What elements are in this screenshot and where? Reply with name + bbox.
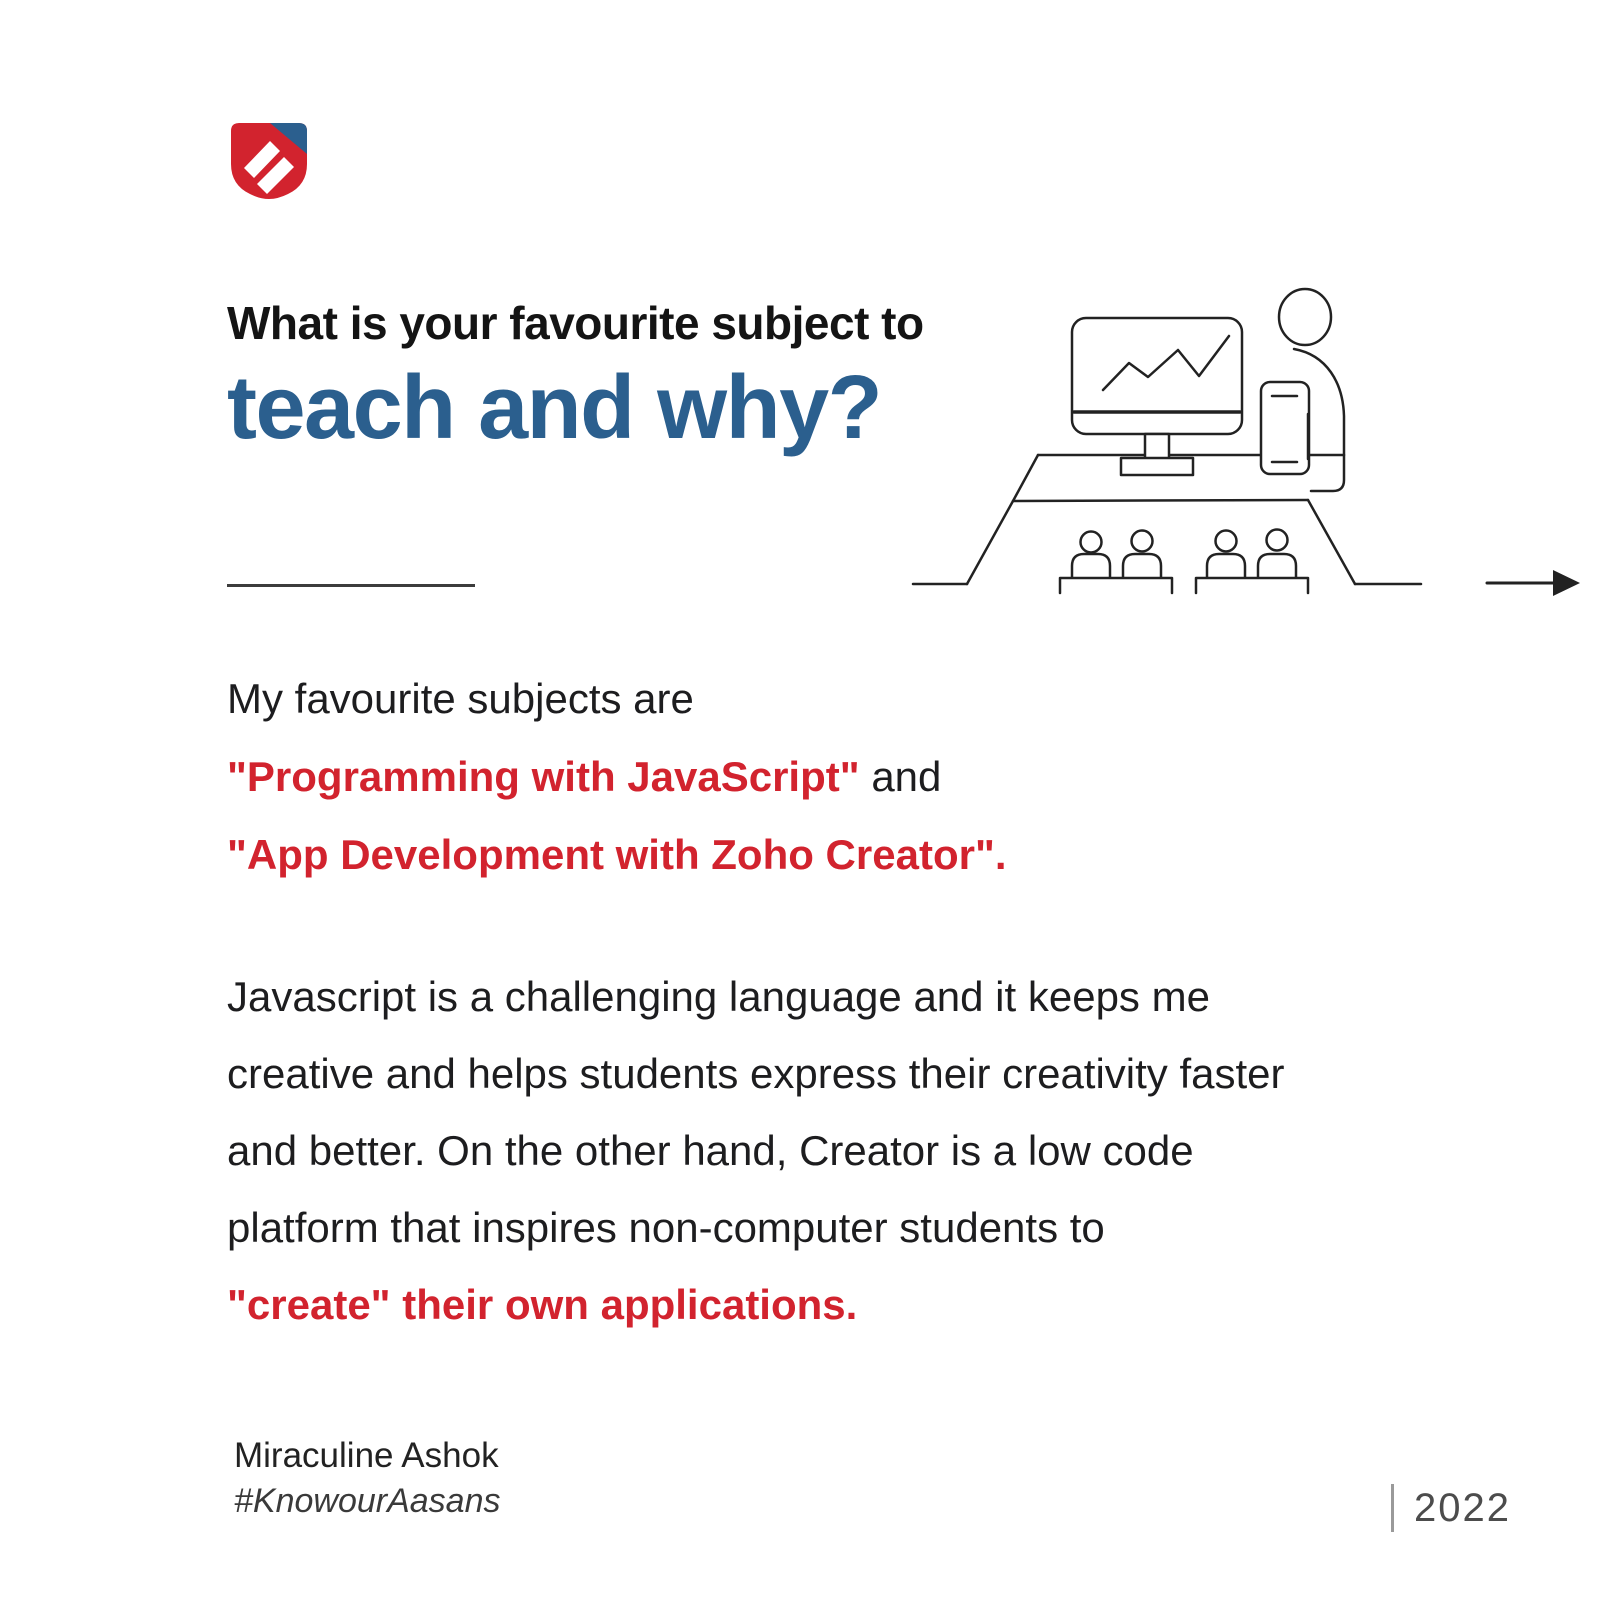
students bbox=[1060, 530, 1308, 594]
question-heading-line2: teach and why? bbox=[227, 358, 882, 458]
hashtag-label: #KnowourAasans bbox=[234, 1482, 501, 1520]
year-badge bbox=[1391, 1484, 1511, 1532]
heading-underline-divider bbox=[227, 584, 475, 587]
arrow-right-icon bbox=[1487, 570, 1580, 596]
question-heading-line1: What is your favourite subject to bbox=[227, 297, 924, 349]
year-divider-bar bbox=[1391, 1484, 1394, 1532]
answer-line3: and better. On the other hand, Creator is a low code bbox=[227, 1127, 1194, 1174]
highlight-subject-creator: "App Development with Zoho Creator". bbox=[227, 831, 1007, 878]
question-heading bbox=[227, 294, 924, 458]
monitor-icon bbox=[1072, 318, 1242, 434]
year-label: 2022 bbox=[1414, 1485, 1511, 1530]
line-chart-icon bbox=[1103, 336, 1229, 390]
intro-paragraph bbox=[227, 660, 1007, 894]
teacher-head bbox=[1279, 289, 1331, 345]
teacher-body bbox=[1294, 349, 1344, 491]
answer-line2: creative and helps students express their creativity faster bbox=[227, 1050, 1285, 1097]
brand-logo-icon bbox=[230, 122, 308, 200]
intro-line3 bbox=[227, 816, 1007, 894]
intro-line2: "Programming with JavaScript" and bbox=[227, 753, 942, 800]
highlight-subject-javascript: "Programming with JavaScript" bbox=[227, 753, 860, 800]
intro-line1: My favourite subjects are bbox=[227, 675, 694, 722]
answer-line1: Javascript is a challenging language and it keeps me bbox=[227, 973, 1210, 1020]
highlight-create-applications: "create" their own applications. bbox=[227, 1281, 858, 1328]
author-name: Miraculine Ashok bbox=[234, 1436, 499, 1475]
answer-paragraph bbox=[227, 958, 1285, 1343]
answer-line4: platform that inspires non-computer students to bbox=[227, 1204, 1105, 1251]
phone-icon bbox=[1261, 382, 1309, 474]
